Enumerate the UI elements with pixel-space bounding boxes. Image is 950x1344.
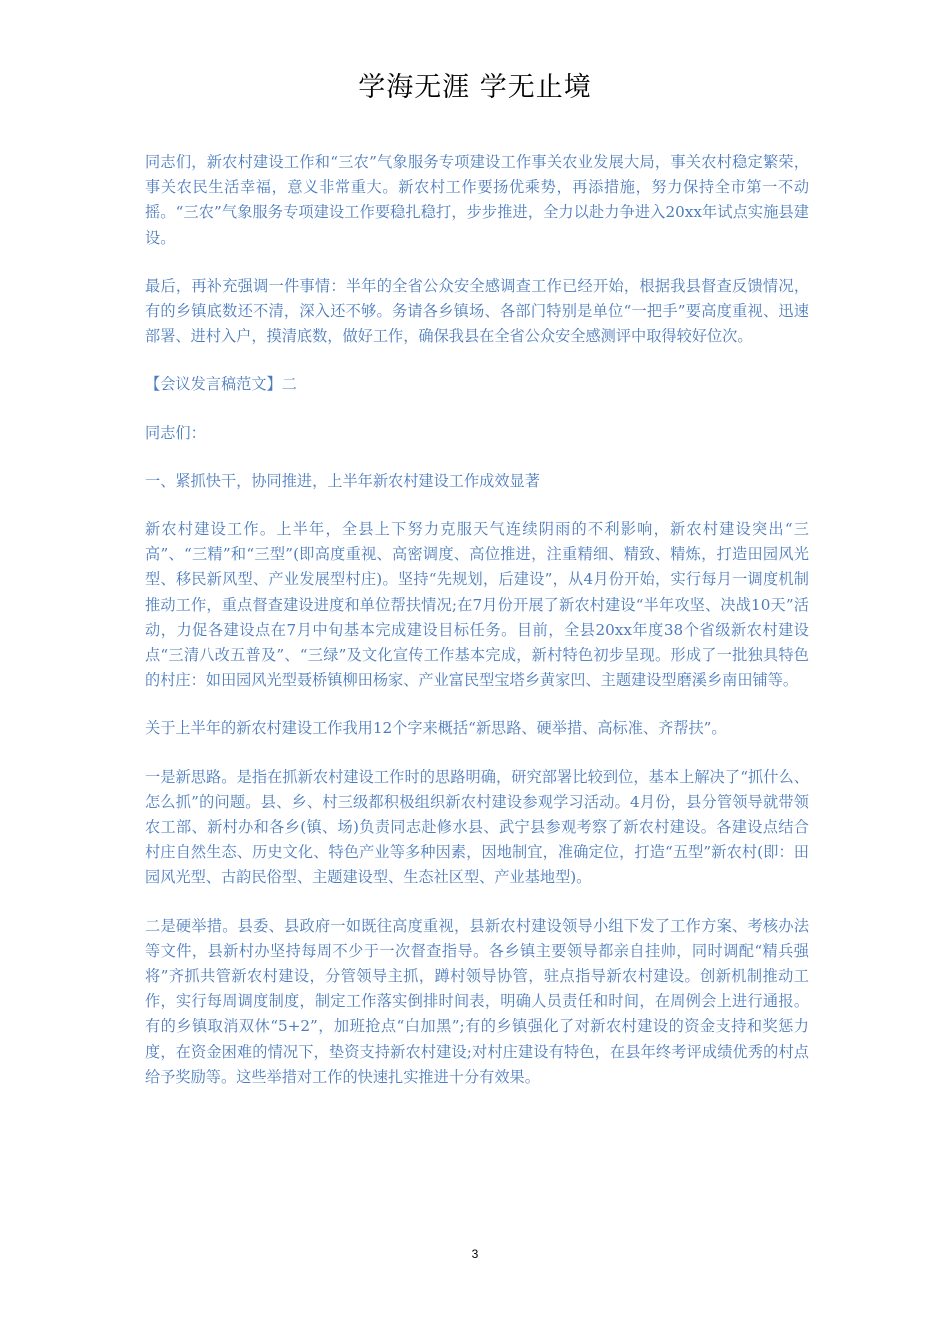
paragraph-salutation: 同志们：	[145, 423, 206, 442]
paragraph-new-village-work: 新农村建设工作。上半年，全县上下努力克服天气连续阴雨的不利影响，新农村建设突出“三高”、“三精”和“三型”(即高度重视、高密调度、高位推进，注重精细、精致、精炼，打造田园风光型、移民新风型、产业发展型村庄)。坚持“先规划，后建设”，从4月份开始，实行每月一调度机制推动工作，重点督查建设进度和单位帮扶情况;在7月份开展了新农村建设“半年攻坚、决战10天”活动，力促各建设点在7月中旬基本完成建设目标任务。目前，全县20xx年度38个省级新农村建设点“三清八改五普及”、“三绿”及文化宣传工作基本完成，新村特色初步呈现。形成了一批独具特色的村庄：如田园风光型聂桥镇柳田杨家、产业富民型宝塔乡黄家凹、主题建设型磨溪乡南田铺等。	[145, 520, 809, 690]
section-heading-speech-two: 【会议发言稿范文】二	[145, 375, 297, 394]
section-heading-part-one: 一、紧抓快干，协同推进，上半年新农村建设工作成效显著	[145, 471, 540, 490]
page-number: 3	[471, 1247, 479, 1261]
paragraph-hard-measures: 二是硬举措。县委、县政府一如既往高度重视，县新农村建设领导小组下发了工作方案、考核办法等文件，县新村办坚持每周不少于一次督查指导。各乡镇主要领导都亲自挂帅，同时调配“精兵强将”齐抓共管新农村建设，分管领导主抓，蹲村领导协管，驻点指导新农村建设。创新机制推动工作，实行每周调度制度，制定工作落实倒排时间表，明确人员责任和时间，在周例会上进行通报。有的乡镇取消双休“5+2”，加班抢点“白加黑”;有的乡镇强化了对新农村建设的资金支持和奖惩力度，在资金困难的情况下，垫资支持新农村建设;对村庄建设有特色，在县年终考评成绩优秀的村点给予奖励等。这些举措对工作的快速扎实推进十分有效果。	[145, 916, 809, 1086]
paragraph-summary-twelve-chars: 关于上半年的新农村建设工作我用12个字来概括“新思路、硬举措、高标准、齐帮扶”。	[145, 719, 727, 738]
paragraph-additional-emphasis: 最后，再补充强调一件事情：半年的全省公众安全感调查工作已经开始，根据我县督查反馈情况，有的乡镇底数还不清，深入还不够。务请各乡镇场、各部门特别是单位“一把手”要高度重视、迅速部署、进村入户，摸清底数，做好工作，确保我县在全省公众安全感测评中取得较好位次。	[145, 276, 809, 346]
paragraph-closing-remarks: 同志们，新农村建设工作和“三农”气象服务专项建设工作事关农业发展大局，事关农村稳定繁荣，事关农民生活幸福，意义非常重大。新农村工作要扬优乘势，再添措施，努力保持全市第一不动摇。“三农”气象服务专项建设工作要稳扎稳打，步步推进，全力以赴力争进入20xx年试点实施县建设。	[145, 153, 809, 247]
page-header-title: 学海无涯 学无止境	[358, 72, 592, 103]
document-body	[145, 150, 809, 1113]
paragraph-new-thinking: 一是新思路。是指在抓新农村建设工作时的思路明确，研究部署比较到位，基本上解决了“抓什么、怎么抓”的问题。县、乡、村三级都积极组织新农村建设参观学习活动。4月份，县分管领导就带领农工部、新村办和各乡(镇、场)负责同志赴修水县、武宁县参观考察了新农村建设。各建设点结合村庄自然生态、历史文化、特色产业等多种因素，因地制宜，准确定位，打造“五型”新农村(即：田园风光型、古韵民俗型、主题建设型、生态社区型、产业基地型)。	[145, 767, 809, 887]
